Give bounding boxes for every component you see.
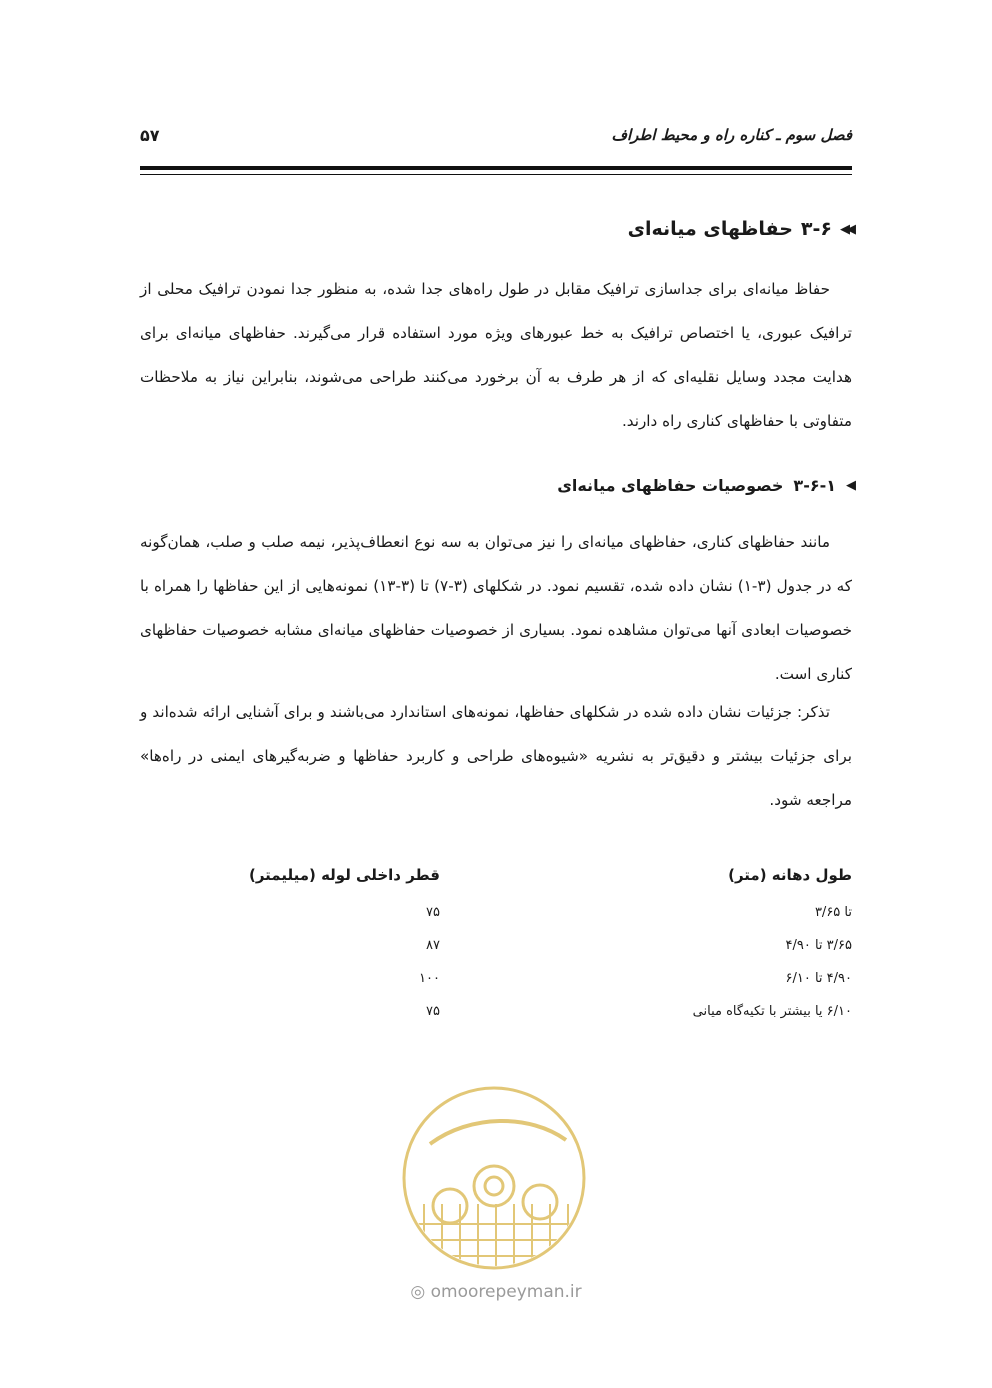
watermark-logo <box>390 1074 598 1282</box>
table-cell: ۶/۱۰ یا بیشتر با تکیه‌گاه میانی <box>692 1004 852 1019</box>
table-cell: ۸۷ <box>426 938 440 953</box>
header-rule-thin <box>140 174 852 175</box>
section-number: ۳-۶ <box>800 218 832 240</box>
subsection-number: ۳-۶-۱ <box>793 476 836 495</box>
section-paragraph: حفاظ میانه‌ای برای جداسازی ترافیک مقابل در طول راه‌های جدا شده، به منظور جدا نمودن ترافیک محلی از ترافیک عبوری، یا اختصاص ترافیک به خط عبورهای ویژه مورد استفاده قرار می‌گیرند. حفاظهای میانه‌ای برای هدایت مجدد وسایل نقلیه‌ای که از هر طرف به آن برخورد می‌کنند طراحی می‌شوند، بنابراین نیاز به ملاحظات متفاوتی با حفاظهای کناری راه دارند. <box>140 280 852 430</box>
arrow-icon: ◀ <box>846 478 852 493</box>
chapter-title: فصل سوم ـ کناره راه و محیط اطراف <box>611 126 852 144</box>
section-title: حفاظهای میانه‌ای <box>627 218 793 240</box>
watermark-url-text: omoorepeyman.ir <box>430 1282 582 1302</box>
note-paragraph: تذکر: جزئیات نشان داده شده در شکلهای حفاظها، نمونه‌های استاندارد می‌باشند و برای آشنایی ارائه شده‌اند و برای جزئیات بیشتر و دقیق‌تر به نشریه «شیوه‌های طراحی و کاربرد حفاظها و ضربه‌گیرهای ایمنی در راه‌ها» مراجعه شود. <box>140 703 852 809</box>
table-cell: ۳/۶۵ تا ۴/۹۰ <box>785 938 852 953</box>
subsection-heading <box>557 476 852 495</box>
table-cell: ۱۰۰ <box>419 971 440 986</box>
header-rule-thick <box>140 166 852 170</box>
section-heading <box>628 218 852 240</box>
page-number: ۵۷ <box>140 126 160 145</box>
subsection-title: خصوصیات حفاظهای میانه‌ای <box>557 476 784 495</box>
pipe-spec-table <box>140 858 852 1028</box>
pipe-diameter-column <box>140 858 440 1028</box>
column-header: قطر داخلی لوله (میلیمتر) <box>248 866 440 884</box>
instagram-icon: ◎ <box>410 1282 426 1302</box>
double-arrow-icon: ◀◀ <box>840 221 852 237</box>
table-cell: تا ۳/۶۵ <box>814 905 852 920</box>
watermark-url <box>0 1282 992 1302</box>
page-header <box>140 126 852 160</box>
table-cell: ۷۵ <box>426 1004 440 1019</box>
table-cell: ۴/۹۰ تا ۶/۱۰ <box>785 971 852 986</box>
subsection-paragraph: مانند حفاظهای کناری، حفاظهای میانه‌ای را نیز می‌توان به سه نوع انعطاف‌پذیر، نیمه صلب و صلب، همان‌گونه که در جدول (۳-۱) نشان داده شده، تقسیم نمود. در شکلهای (۳-۷) تا (۳-۱۳) نمونه‌هایی از این حفاظها را همراه با خصوصیات ابعادی آنها می‌توان مشاهده نمود. بسیاری از خصوصیات حفاظهای میانه‌ای مشابه خصوصیات حفاظهای کناری است. <box>140 533 852 683</box>
column-header: طول دهانه (متر) <box>728 866 852 884</box>
table-cell: ۷۵ <box>426 905 440 920</box>
span-length-column <box>552 858 852 1028</box>
